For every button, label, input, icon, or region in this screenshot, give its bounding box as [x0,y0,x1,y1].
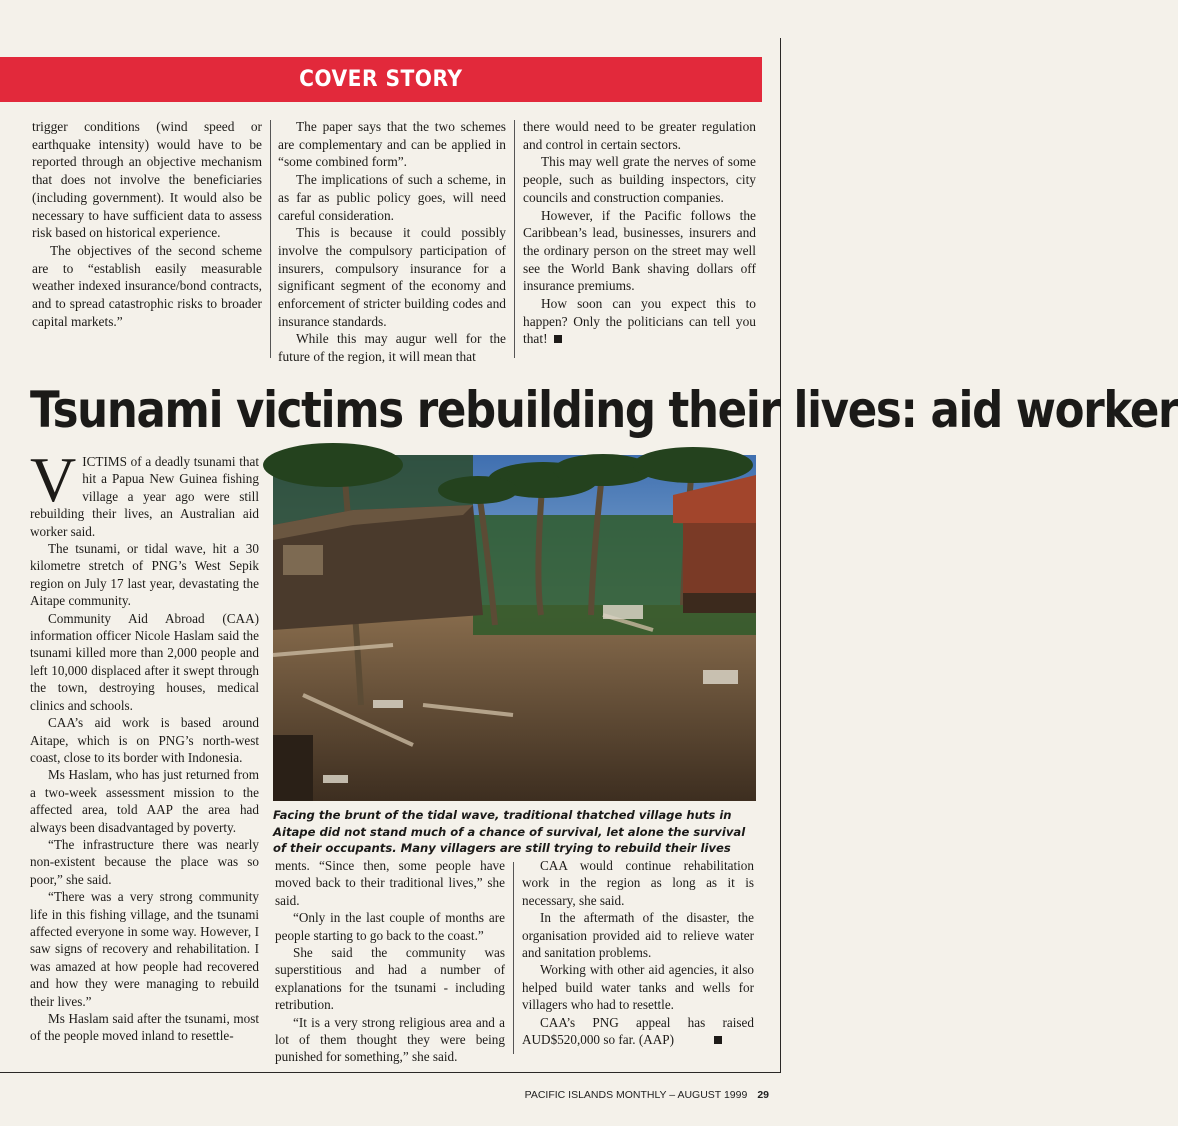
paragraph: Working with other aid agencies, it also helped build water tanks and wells for villagers who had to resettle. [522,962,754,1013]
photo-caption: Facing the brunt of the tidal wave, traditional thatched village huts in Aitape did not stand much of a chance of survival, let alone the survival of their occupants. Many villagers are still trying to rebuild their lives [273,808,746,855]
lead-text: ICTIMS of a deadly tsunami that hit a Papua New Guinea fishing village a year ago were still rebuilding their lives, an Australian aid worker said. [30,454,259,539]
paragraph: CAA would continue rehabilitation work in the region as long as it is necessary, she said. [522,858,754,908]
column-rule [514,120,515,358]
paragraph: “The infrastructure there was nearly non-existent because the place was so poor,” she said. [30,836,259,887]
paragraph: In the aftermath of the disaster, the organisation provided aid to relieve water and sanitation problems. [522,910,754,961]
article-column-3 [522,857,754,1048]
end-mark-icon [714,1036,722,1044]
article-headline: Tsunami victims rebuilding their lives: aid worker [30,381,1178,439]
paragraph: there would need to be greater regulation and control in certain sectors. [523,119,756,152]
lead-paragraph [30,444,259,540]
paragraph-text: How soon can you expect this to happen? Only the politicians can tell you that! [523,296,756,347]
paragraph-text: CAA’s PNG appeal has raised AUD$520,000 so far. (AAP) [522,1014,754,1048]
article-column-1 [30,444,259,1045]
paragraph: Ms Haslam, who has just returned from a two-week assessment mission to the affected area, told AAP the area had always been disadvantaged by poverty. [30,767,259,835]
page-number: 29 [757,1089,769,1101]
paragraph [523,295,756,348]
paragraph: Community Aid Abroad (CAA) information officer Nicole Haslam said the tsunami killed more than 2,000 people and left 10,000 displaced after it swept through the town, destroying houses, medical clinics and schools. [30,610,259,713]
article-photo [273,455,756,801]
publication-line: PACIFIC ISLANDS MONTHLY – AUGUST 1999 [524,1089,748,1101]
paragraph: This is because it could possibly involve the compulsory participation of insurers, compulsory insurance for a significant segment of the economy and enforcement of stricter building codes and insurance standards. [278,225,506,329]
tsunami-village-photo [273,455,756,801]
paragraph: She said the community was superstitious and had a number of explanations for the tsunami - including retribution. [275,945,505,1013]
top-column-2 [278,118,506,366]
paragraph: “It is a very strong religious area and a lot of them thought they were being punished for something,” she said. [275,1014,505,1065]
top-column-3 [523,118,756,348]
paragraph [522,1014,754,1049]
paragraph: While this may augur well for the future of the region, it will mean that [278,331,506,365]
section-banner [0,57,762,102]
paragraph: ments. “Since then, some people have moved back to their traditional lives,” she said. [275,858,505,908]
paragraph: However, if the Pacific follows the Caribbean’s lead, businesses, insurers and the ordinary person on the street may well see the World Bank shaving dollars off insurance premiums. [523,207,756,294]
page-footer [525,1089,769,1101]
column-rule [513,862,514,1054]
column-rule [270,120,271,358]
paragraph: This may well grate the nerves of some people, such as building inspectors, city councils and construction companies. [523,154,756,205]
end-mark-icon [554,335,562,343]
paragraph: “There was a very strong community life in this fishing village, and the tsunami affected everyone in some way. However, I saw signs of recovery and rehabilitation. I was amazed at how people had recovered and how they were managing to rebuild their lives.” [30,889,259,1009]
paragraph: The tsunami, or tidal wave, hit a 30 kilometre stretch of PNG’s West Sepik region on July 17 last year, devastating the Aitape community. [30,541,259,609]
article-column-2 [275,857,505,1066]
section-label: COVER STORY [299,67,463,92]
paragraph: Ms Haslam said after the tsunami, most of the people moved inland to resettle- [30,1011,259,1044]
paragraph: trigger conditions (wind speed or earthquake intensity) would have to be reported through an objective mechanism that does not involve the beneficiaries (including government). It would also be necessary to have sufficient data to assess risk based on historical experience. [32,119,262,241]
top-column-1 [32,118,262,330]
paragraph: The paper says that the two schemes are complementary and can be applied in “some combined form”. [278,119,506,170]
paragraph: The objectives of the second scheme are to “establish easily measurable weather indexed insurance/bond contracts, and to spread catastrophic risks to broader capital markets.” [32,242,262,329]
paragraph: CAA’s aid work is based around Aitape, which is on PNG’s north-west coast, close to its border with Indonesia. [30,715,259,765]
paragraph: The implications of such a scheme, in as far as public policy goes, will need careful consideration. [278,172,506,223]
drop-cap: V [30,444,77,515]
paragraph: “Only in the last couple of months are people starting to go back to the coast.” [275,910,505,943]
